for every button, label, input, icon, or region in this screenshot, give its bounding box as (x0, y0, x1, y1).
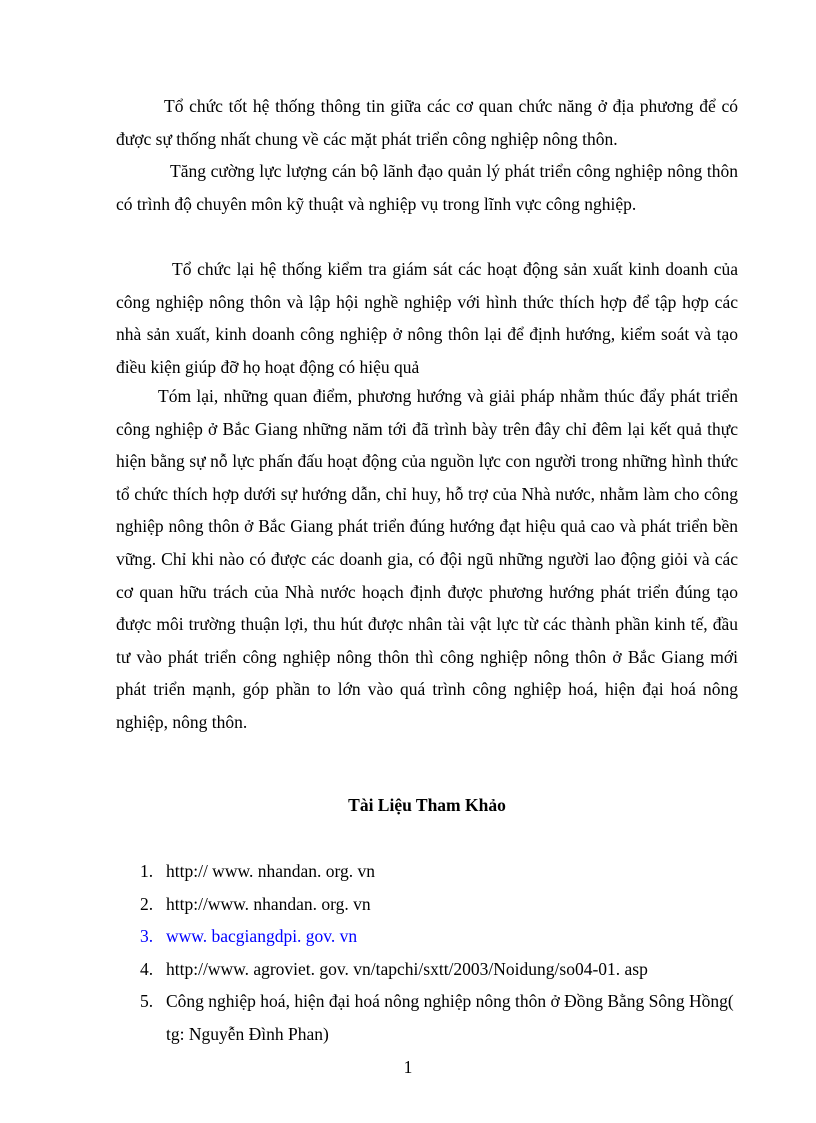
reference-number: 4. (140, 958, 154, 979)
reference-number: 5. (140, 991, 154, 1012)
reference-number: 2. (140, 893, 154, 914)
paragraph-management-staff: Tăng cường lực lượng cán bộ lãnh đạo quản lý phát triển công nghiệp nông thôn có trình độ chuyên môn kỹ thuật và nghiệp vụ trong lĩnh vực công nghiệp. (116, 161, 738, 214)
references-heading: Tài Liệu Tham Khảo (348, 795, 506, 815)
reference-text: http:// www. nhandan. org. vn (166, 861, 376, 881)
reference-number: 1. (140, 861, 154, 881)
reference-text: http://www. nhandan. org. vn (166, 893, 371, 914)
reference-item (116, 985, 738, 1050)
reference-item (116, 953, 738, 986)
reference-item[interactable] (116, 920, 738, 953)
reference-item (116, 855, 738, 888)
paragraph-inspection-system: Tổ chức lại hệ thống kiểm tra giám sát các hoạt động sản xuất kinh doanh của công nghiệp nông thôn và lập hội nghề nghiệp với hình thức thích hợp để tập hợp các nhà sản xuất, kinh doanh công nghiệp ở nông thôn lại để định hướng, kiểm soát và tạo điều kiện giúp đỡ họ hoạt động có hiệu quả (116, 259, 738, 377)
reference-item (116, 888, 738, 921)
reference-link[interactable]: www. bacgiangdpi. gov. vn (166, 926, 358, 947)
reference-text: Công nghiệp hoá, hiện đại hoá nông nghiệp nông thôn ở Đồng Bằng Sông Hồng( tg: Nguyễn Đình Phan) (166, 991, 734, 1044)
references-list (116, 855, 738, 1051)
paragraph-information-system: Tổ chức tốt hệ thống thông tin giữa các cơ quan chức năng ở địa phương để có được sự thống nhất chung về các mặt phát triển công nghiệp nông thôn. (116, 96, 738, 149)
page-number: 1 (403, 1057, 413, 1077)
paragraph-conclusion: Tóm lại, những quan điểm, phương hướng và giải pháp nhằm thúc đẩy phát triển công nghiệp ở Bắc Giang những năm tới đã trình bày trên đây chỉ đêm lại kết quả thực hiện bằng sự nỗ lực phấn đấu hoạt động của nguồn lực con người trong những hình thức tổ chức thích hợp dưới sự hướng dẫn, chỉ huy, hỗ trợ của Nhà nước, nhằm làm cho công nghiệp nông thôn ở Bắc Giang phát triển đúng hướng đạt hiệu quả cao và phát triển bền vững. Chỉ khi nào có được các doanh gia, có đội ngũ những người lao động giỏi và các cơ quan hữu trách của Nhà nước hoạch định được phương hướng phát triển đúng tạo được môi trường thuận lợi, thu hút được nhân tài vật lực từ các thành phần kinh tế, đầu tư vào phát triển công nghiệp nông thôn thì công nghiệp nông thôn ở Bắc Giang mới phát triển mạnh, góp phần to lớn vào quá trình công nghiệp hoá, hiện đại hoá nông nghiệp, nông thôn. (116, 386, 738, 732)
reference-text: http://www. agroviet. gov. vn/tapchi/sxtt/2003/Noidung/so04-01. asp (166, 958, 648, 979)
reference-number: 3. (140, 926, 154, 947)
